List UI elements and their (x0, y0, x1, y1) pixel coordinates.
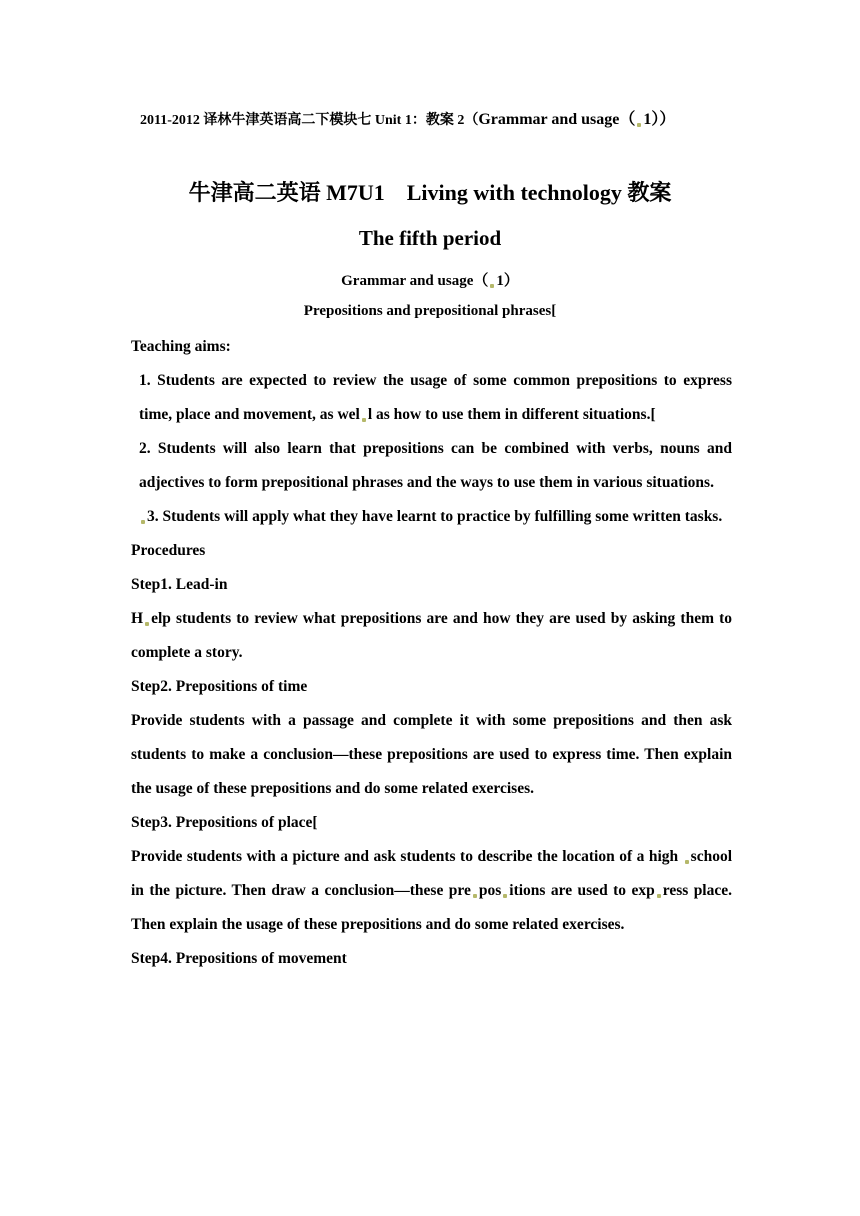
aim-3-text: 3. Students will apply what they have learnt to practice by fulfilling some written tasks. (147, 508, 723, 525)
aims-heading: Teaching aims: (131, 338, 231, 355)
period-title: The fifth period (358, 226, 502, 250)
dot-mark (362, 418, 366, 422)
dot-mark (473, 894, 477, 898)
header-prefix: 2011-2012 译林牛津英语高二下模块七 Unit 1：教案 2（ (140, 113, 479, 128)
step1-text-a: H (131, 610, 144, 627)
dot-mark (637, 123, 641, 127)
aim-1-part-b: l as how to use them in different situations.[ (367, 406, 656, 423)
step3-heading: Step3. Prepositions of place[ (131, 814, 318, 831)
aim-1-part-a: 1. Students are expected to review the usage of some common prepositions to express time, place and movement, as wel (139, 372, 732, 423)
grammar-subtitle (0, 269, 860, 290)
aim-1 (131, 364, 732, 432)
step3-text (131, 840, 732, 942)
subtitle-num: 1） (496, 273, 519, 289)
subtitle-text: Grammar and usage（ (341, 273, 489, 289)
dot-mark (490, 284, 494, 288)
step3-text-d: itions are used to exp (509, 882, 655, 899)
header-num: 1） (643, 111, 660, 128)
document-body (131, 330, 732, 976)
header-close: ） (659, 111, 676, 128)
aim-3 (131, 500, 732, 534)
step2-heading: Step2. Prepositions of time (131, 678, 308, 695)
step1-text-b: elp students to review what prepositions are and how they are used by asking them to complete a story. (131, 610, 732, 661)
step3-text-e: ress place. Then explain the usage of these prepositions and do some related exercises. (131, 882, 733, 933)
header-grammar: Grammar and usage（ (478, 111, 636, 128)
step3-text-b: school in the picture. Then draw a conclusion—these pre (131, 848, 733, 899)
document-title: 牛津高二英语 M7U1 Living with technology 教案 (188, 180, 672, 205)
aim-2: 2. Students will also learn that prepositions can be combined with verbs, nouns and adjectives to form prepositional phrases and the ways to use them in various situations. (139, 440, 732, 491)
procedures-heading: Procedures (131, 542, 206, 559)
dot-mark (503, 894, 507, 898)
step1-text (131, 602, 732, 670)
step2-text: Provide students with a passage and complete it with some prepositions and then ask students to make a conclusion—these prepositions are used to express time. Then explain the usage of these prepositions and do some related exercises. (131, 712, 732, 797)
document-header (140, 106, 760, 129)
step1-heading: Step1. Lead-in (131, 576, 228, 593)
topic-subtitle: Prepositions and prepositional phrases[ (303, 303, 557, 319)
dot-mark (657, 894, 661, 898)
dot-mark (145, 622, 149, 626)
step3-text-a: Provide students with a picture and ask students to describe the location of a high (131, 848, 679, 865)
dot-mark (685, 860, 689, 864)
step4-heading: Step4. Prepositions of movement (131, 950, 347, 967)
step3-text-c: pos (478, 882, 502, 899)
dot-mark (141, 520, 145, 524)
